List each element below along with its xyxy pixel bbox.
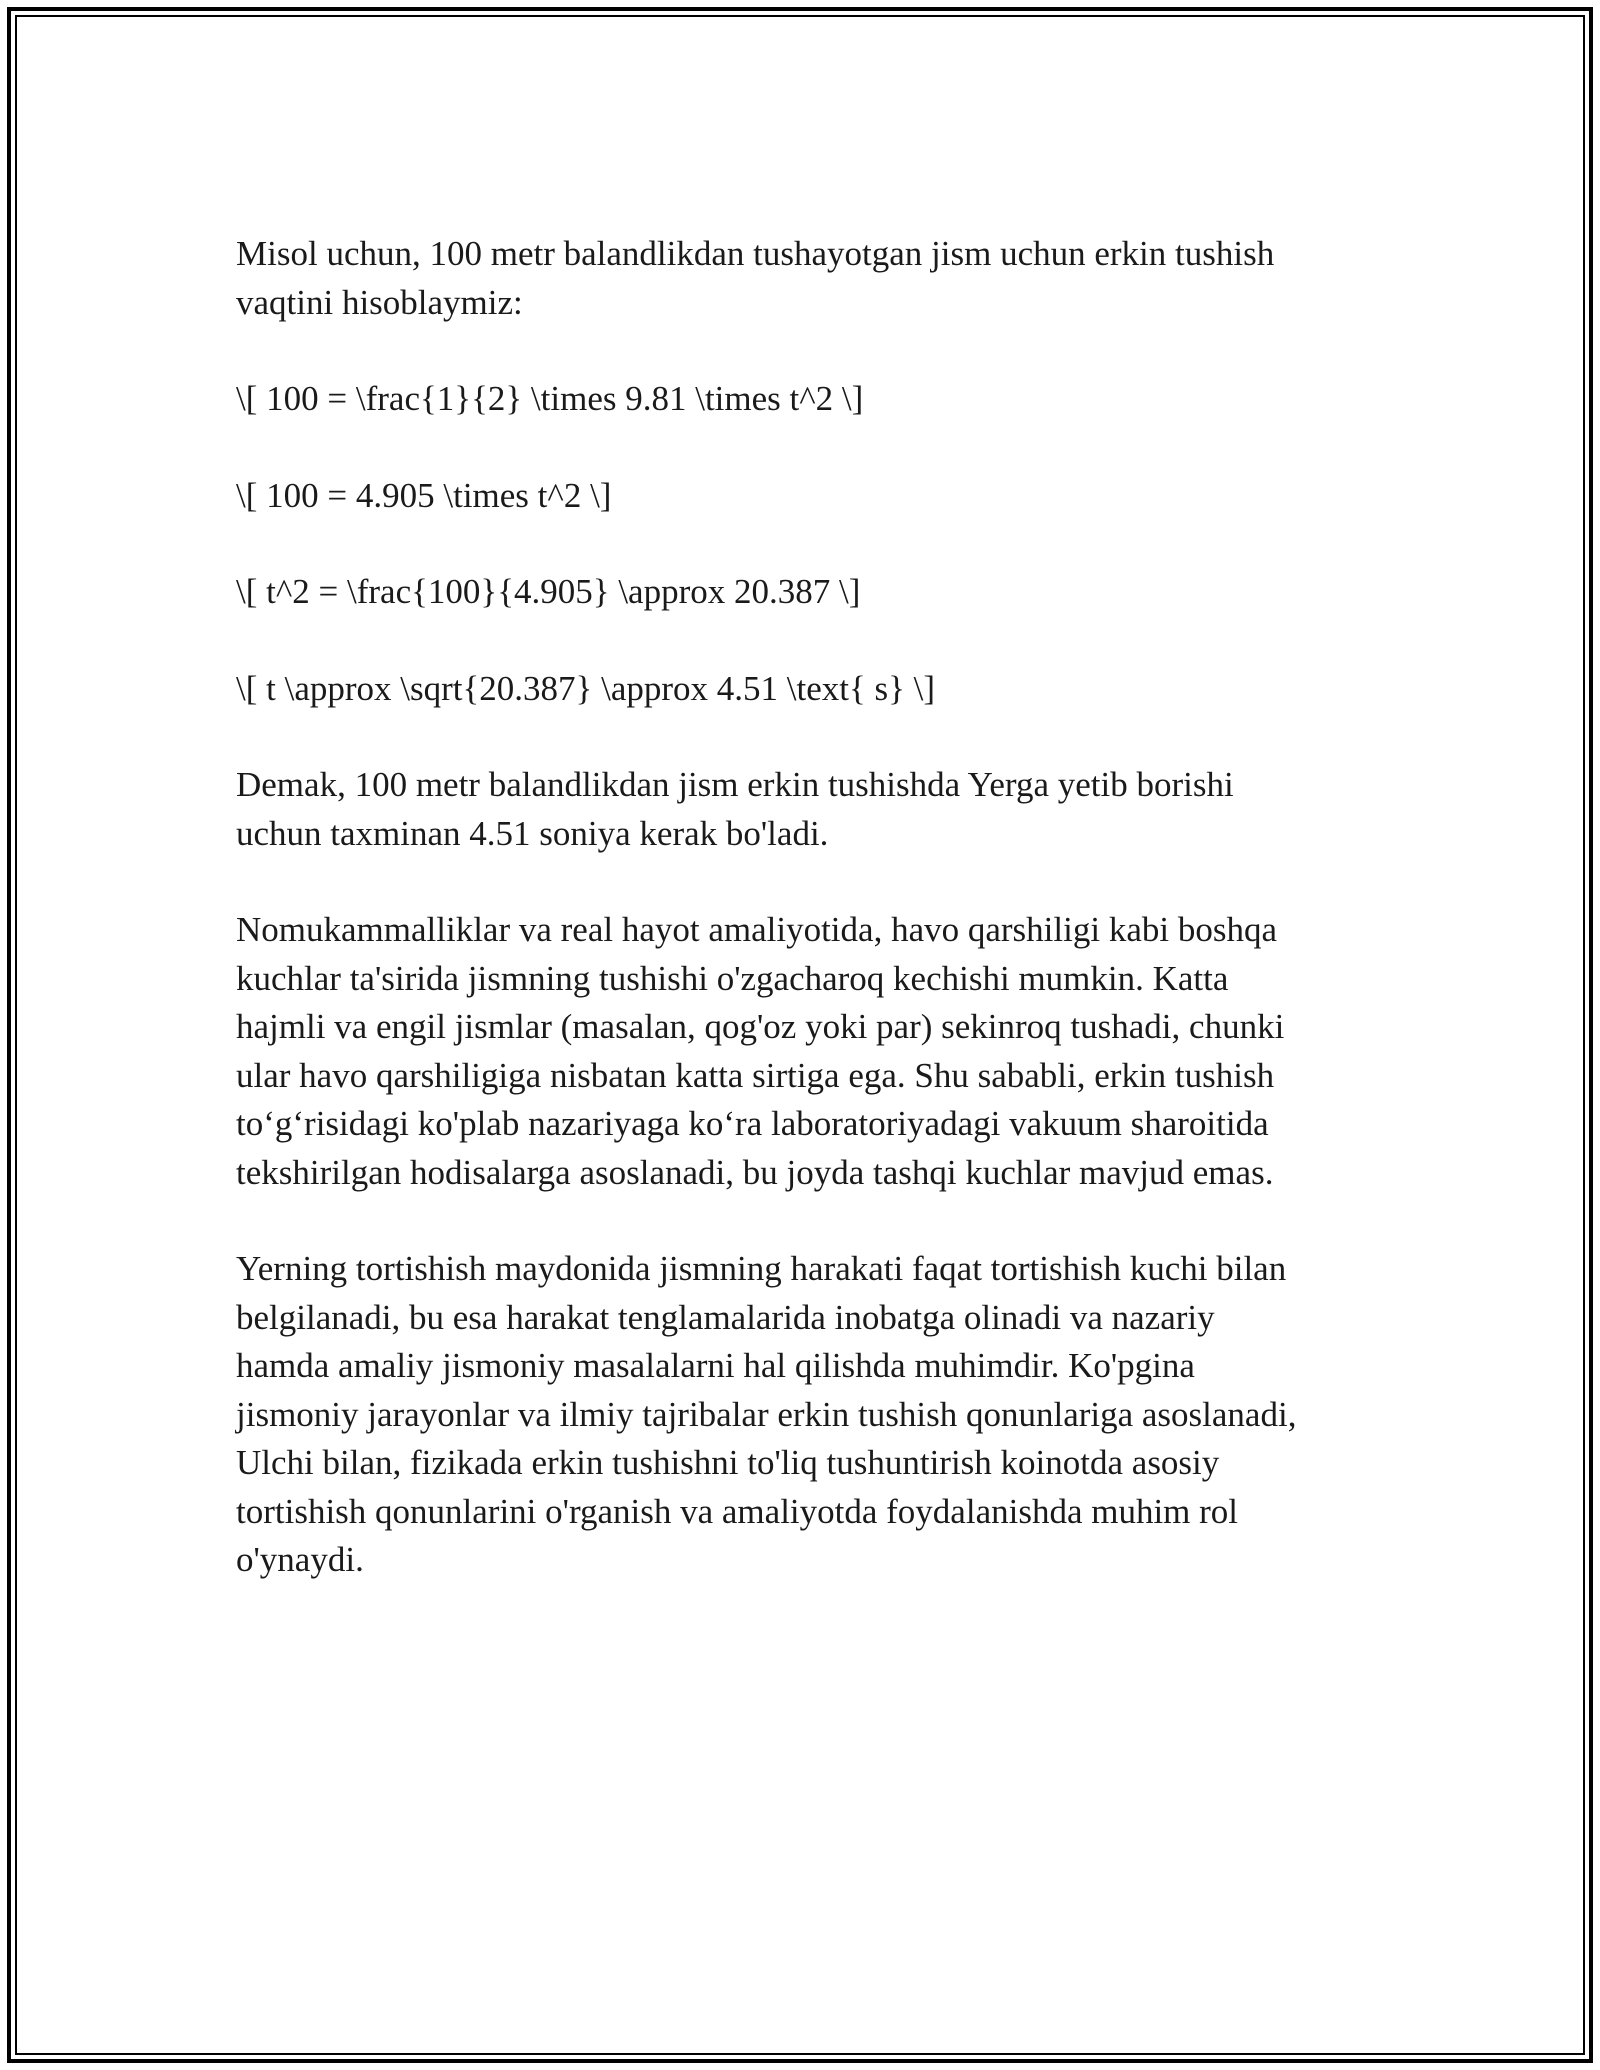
paragraph-gravity-field: Yerning tortishish maydonida jismning harakati faqat tortishish kuchi bilan belgilanadi, bu esa harakat tenglamalarida inobatga olinadi va nazariy hamda amaliy jismoniy masalalarni hal qilishda muhimdir. Ko'pgina jismoniy jarayonlar va ilmiy tajribalar erkin tushish qonunlariga asoslanadi, Ulchi bilan, fizikada erkin tushishni to'liq tushuntirish koinotda asosiy tortishish qonunlarini o'rganish va amaliyotda foydalanishda muhim rol o'ynaydi. — [236, 1249, 1297, 1579]
document-body — [236, 230, 1366, 1633]
equation-2: \[ 100 = 4.905 \times t^2 \] — [236, 475, 612, 515]
paragraph-example-intro: Misol uchun, 100 metr balandlikdan tushayotgan jism uchun erkin tushish vaqtini hisoblaymiz: — [236, 234, 1275, 322]
equation-4: \[ t \approx \sqrt{20.387} \approx 4.51 \text{ s} \] — [236, 668, 936, 708]
paragraph-conclusion: Demak, 100 metr balandlikdan jism erkin tushishda Yerga yetib borishi uchun taxminan 4.51 soniya kerak bo'ladi. — [236, 765, 1234, 853]
paragraph-air-resistance: Nomukammalliklar va real hayot amaliyotida, havo qarshiligi kabi boshqa kuchlar ta'sirida jismning tushishi o'zgacharoq kechishi mumkin. Katta hajmli va engil jismlar (masalan, qog'oz yoki par) sekinroq tushadi, chunki ular havo qarshiligiga nisbatan katta sirtiga ega. Shu sababli, erkin tushish to‘g‘risidagi ko'plab nazariyaga ko‘ra laboratoriyadagi vakuum sharoitida tekshirilgan hodisalarga asoslanadi, bu joyda tashqi kuchlar mavjud emas. — [236, 910, 1285, 1192]
equation-3: \[ t^2 = \frac{100}{4.905} \approx 20.387 \] — [236, 572, 861, 611]
equation-1: \[ 100 = \frac{1}{2} \times 9.81 \times t^2 \] — [236, 379, 864, 418]
